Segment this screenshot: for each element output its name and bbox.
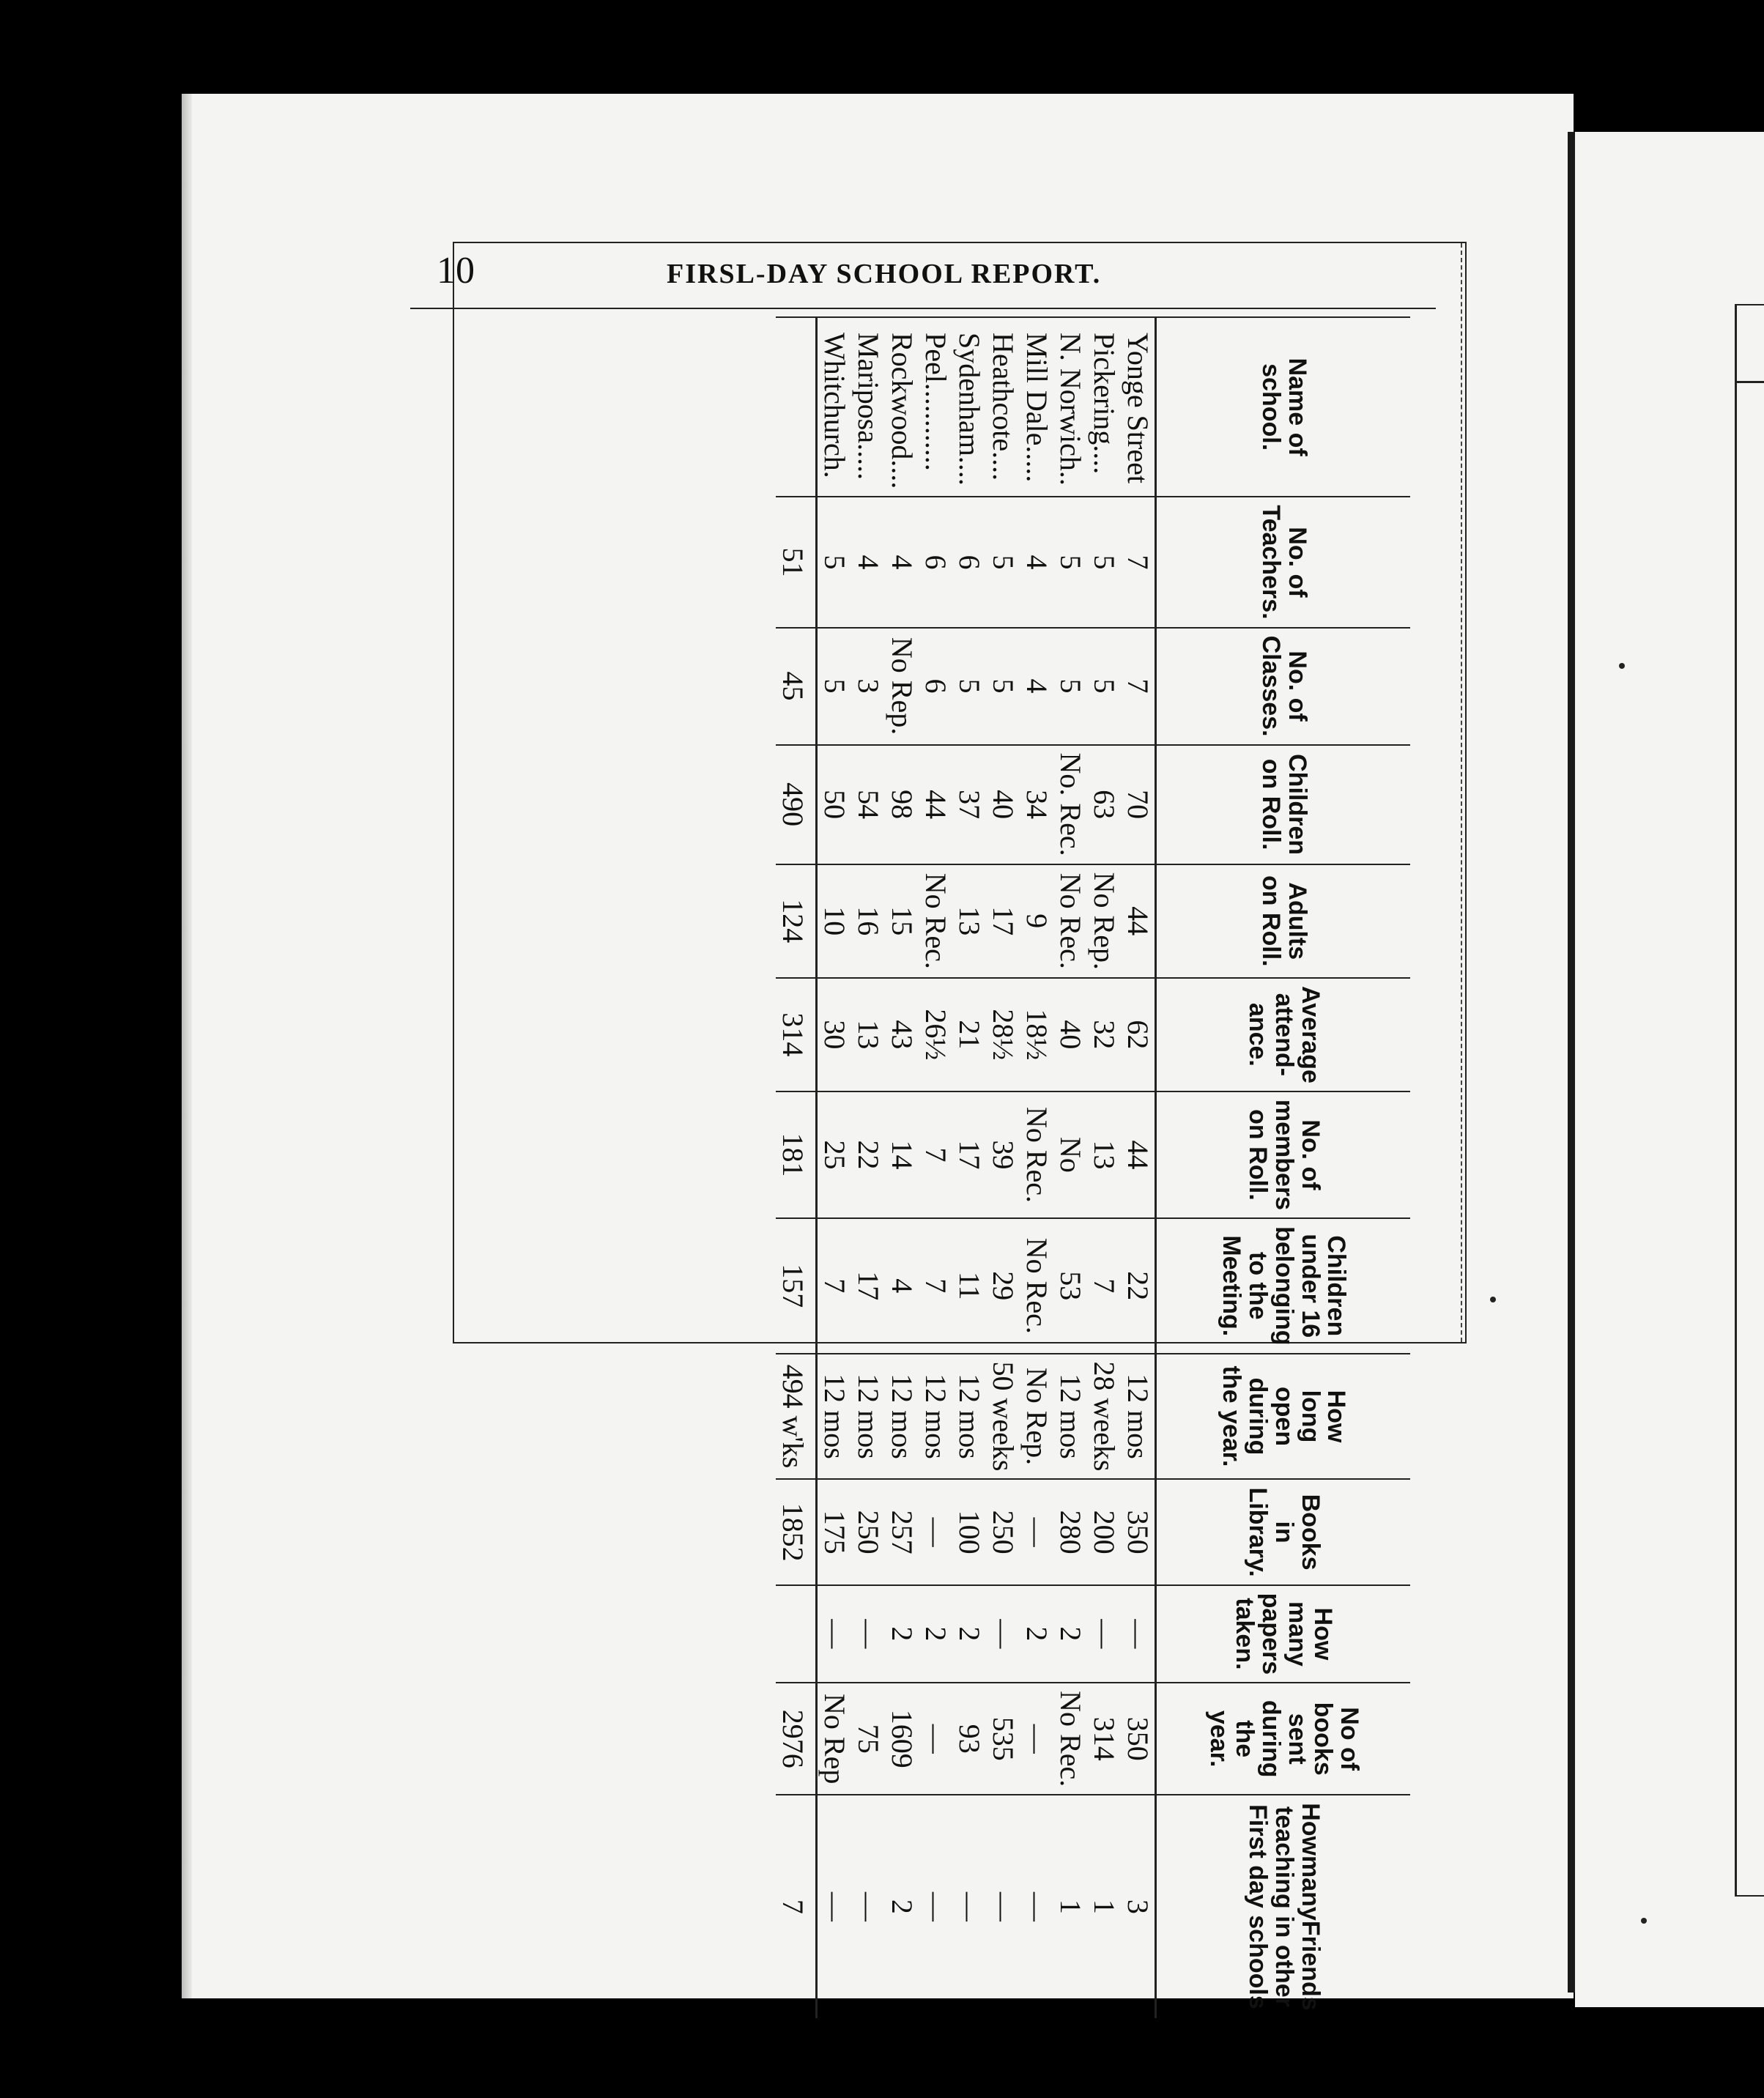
table-cell: 13 xyxy=(851,978,885,1091)
table-cell: No Rec. xyxy=(1053,1683,1087,1795)
table-row xyxy=(1087,317,1121,2018)
table-cell: 22 xyxy=(851,1091,885,1218)
table-cell: 2 xyxy=(1020,1585,1053,1683)
table-cell: 4 xyxy=(851,497,885,627)
table-cell: No Rec. xyxy=(1020,1091,1053,1218)
school-name-cell: Mill Dale..... xyxy=(1020,317,1053,497)
table-cell: 16 xyxy=(851,864,885,978)
table-cell: 34 xyxy=(1020,745,1053,864)
table-cell: 12 mos xyxy=(1053,1354,1087,1480)
table-cell: 5 xyxy=(986,628,1020,745)
school-name-cell: Heathcote.... xyxy=(986,317,1020,497)
table-cell: 12 mos xyxy=(919,1354,952,1480)
table-row xyxy=(1121,317,1156,2018)
running-header xyxy=(410,242,1436,309)
table-cell: No xyxy=(1053,1091,1087,1218)
table-cell: 53 xyxy=(1053,1218,1087,1353)
table-cell: 44 xyxy=(919,745,952,864)
table-cell: 100 xyxy=(952,1479,986,1584)
table-cell: 350 xyxy=(1121,1683,1156,1795)
total-cell: 45 xyxy=(776,628,817,745)
header-row xyxy=(1156,317,1411,2018)
table-cell: 28 weeks xyxy=(1087,1354,1121,1480)
table-cell: 18½ xyxy=(1020,978,1053,1091)
table-cell: 1609 xyxy=(885,1683,919,1795)
school-name-cell: Rockwood.... xyxy=(885,317,919,497)
table-cell: 10 xyxy=(817,864,852,978)
table-cell: 13 xyxy=(1087,1091,1121,1218)
school-name-cell: N. Norwich.. xyxy=(1053,317,1087,497)
table-cell: — xyxy=(1020,1795,1053,2017)
table-cell: — xyxy=(919,1795,952,2017)
table-cell: — xyxy=(1121,1585,1156,1683)
table-cell: 175 xyxy=(817,1479,852,1584)
facing-page-frame xyxy=(1735,304,1764,1897)
col-header: How long open during the year. xyxy=(1156,1354,1411,1480)
total-cell xyxy=(776,1585,817,1683)
table-cell: — xyxy=(919,1479,952,1584)
table-cell: 250 xyxy=(986,1479,1020,1584)
table-cell: 4 xyxy=(885,1218,919,1353)
table-cell: 11 xyxy=(952,1218,986,1353)
total-cell xyxy=(776,317,817,497)
total-cell: 157 xyxy=(776,1218,817,1353)
total-cell: 490 xyxy=(776,745,817,864)
table-cell: 17 xyxy=(952,1091,986,1218)
col-header: No of books sent during the year. xyxy=(1156,1683,1411,1795)
table-cell: 4 xyxy=(885,497,919,627)
page-edge xyxy=(182,94,192,1998)
table-cell: — xyxy=(1020,1479,1053,1584)
total-cell: 7 xyxy=(776,1795,817,2017)
col-header: No. of Teachers. xyxy=(1156,497,1411,627)
table-cell: No Rep. xyxy=(1020,1354,1053,1480)
table-cell: 4 xyxy=(1020,628,1053,745)
col-header: Children under 16 belonging to the Meeting. xyxy=(1156,1218,1411,1353)
scan-speck xyxy=(1490,1297,1496,1302)
table-cell: No Rep. xyxy=(1087,864,1121,978)
table-cell: 14 xyxy=(885,1091,919,1218)
table-cell: 29 xyxy=(986,1218,1020,1353)
table-cell: 200 xyxy=(1087,1479,1121,1584)
table-cell: 6 xyxy=(919,628,952,745)
col-header: Average attend-ance. xyxy=(1156,978,1411,1091)
table-cell: 98 xyxy=(885,745,919,864)
table-cell: 1 xyxy=(1053,1795,1087,2017)
school-name-cell: Pickering.... xyxy=(1087,317,1121,497)
col-header: Adults on Roll. xyxy=(1156,864,1411,978)
table-cell: 50 xyxy=(817,745,852,864)
table-cell: 40 xyxy=(986,745,1020,864)
table-cell: 5 xyxy=(817,497,852,627)
table-cell: — xyxy=(1087,1585,1121,1683)
table-cell: 50 weeks xyxy=(986,1354,1020,1480)
table-cell: 2 xyxy=(885,1795,919,2017)
table-cell: 43 xyxy=(885,978,919,1091)
table-row xyxy=(952,317,986,2018)
running-title: FIRSL-DAY SCHOOL REPORT. xyxy=(667,259,1102,289)
table-cell: 4 xyxy=(1020,497,1053,627)
col-header: No. of members on Roll. xyxy=(1156,1091,1411,1218)
total-cell: 2976 xyxy=(776,1683,817,1795)
table-cell: 12 mos xyxy=(885,1354,919,1480)
col-header: Name of school. xyxy=(1156,317,1411,497)
table-cell: 350 xyxy=(1121,1479,1156,1584)
scan-speck xyxy=(1641,1918,1647,1924)
table-cell: 1 xyxy=(1087,1795,1121,2017)
table-row xyxy=(1053,317,1087,2018)
table-cell: 93 xyxy=(952,1683,986,1795)
table-cell: No Rec. xyxy=(1020,1218,1053,1353)
table-cell: 12 mos xyxy=(1121,1354,1156,1480)
table-row xyxy=(986,317,1020,2018)
facing-page-rule xyxy=(1735,381,1764,383)
table-cell: 12 mos xyxy=(851,1354,885,1480)
table-cell: 2 xyxy=(1053,1585,1087,1683)
table-cell: 7 xyxy=(919,1091,952,1218)
table-cell: 62 xyxy=(1121,978,1156,1091)
table-cell: 44 xyxy=(1121,1091,1156,1218)
table-cell: 54 xyxy=(851,745,885,864)
table-row xyxy=(1020,317,1053,2018)
table-cell: 6 xyxy=(952,497,986,627)
total-cell: 494 w'ks xyxy=(776,1354,817,1480)
col-header: HowmanyFriends teaching in other First day schools xyxy=(1156,1795,1411,2017)
table-cell: 70 xyxy=(1121,745,1156,864)
table-cell: — xyxy=(817,1795,852,2017)
table-cell: 5 xyxy=(1087,497,1121,627)
table-cell: 2 xyxy=(919,1585,952,1683)
table-cell: 21 xyxy=(952,978,986,1091)
table-cell: 32 xyxy=(1087,978,1121,1091)
school-report-table xyxy=(776,316,1410,2018)
totals-row xyxy=(776,317,817,2018)
table-cell: 7 xyxy=(817,1218,852,1353)
col-header: No. of Classes. xyxy=(1156,628,1411,745)
table-cell: 40 xyxy=(1053,978,1087,1091)
table-cell: — xyxy=(986,1795,1020,2017)
table-cell: 5 xyxy=(952,628,986,745)
table-cell: No Rep xyxy=(817,1683,852,1795)
table-cell: 75 xyxy=(851,1683,885,1795)
table-cell: 37 xyxy=(952,745,986,864)
table-row xyxy=(851,317,885,2018)
table-cell: — xyxy=(1020,1683,1053,1795)
table-cell: 17 xyxy=(851,1218,885,1353)
table-cell: 5 xyxy=(1053,497,1087,627)
table-cell: 12 mos xyxy=(817,1354,852,1480)
table-cell: No Rec. xyxy=(919,864,952,978)
table-cell: 2 xyxy=(952,1585,986,1683)
school-name-cell: Sydenham.... xyxy=(952,317,986,497)
total-cell: 124 xyxy=(776,864,817,978)
school-name-cell: Peel............ xyxy=(919,317,952,497)
table-cell: 6 xyxy=(919,497,952,627)
col-header: Books in Library. xyxy=(1156,1479,1411,1584)
table-cell: 39 xyxy=(986,1091,1020,1218)
table-cell: 44 xyxy=(1121,864,1156,978)
table-cell: 9 xyxy=(1020,864,1053,978)
table-cell: 3 xyxy=(851,628,885,745)
table-cell: No Rec. xyxy=(1053,864,1087,978)
table-cell: 15 xyxy=(885,864,919,978)
school-name-cell: Mariposa..... xyxy=(851,317,885,497)
total-cell: 181 xyxy=(776,1091,817,1218)
scan-speck xyxy=(1619,663,1625,669)
table-cell: No Rep. xyxy=(885,628,919,745)
table-cell: — xyxy=(919,1683,952,1795)
table-cell: 13 xyxy=(952,864,986,978)
table-cell: 7 xyxy=(1121,497,1156,627)
total-cell: 1852 xyxy=(776,1479,817,1584)
total-cell: 51 xyxy=(776,497,817,627)
table-cell: 280 xyxy=(1053,1479,1087,1584)
table-row xyxy=(817,317,852,2018)
table-cell: — xyxy=(952,1795,986,2017)
table-cell: — xyxy=(986,1585,1020,1683)
table-cell: 535 xyxy=(986,1683,1020,1795)
table-cell: 5 xyxy=(1053,628,1087,745)
col-header: Children on Roll. xyxy=(1156,745,1411,864)
total-cell: 314 xyxy=(776,978,817,1091)
table-cell: 3 xyxy=(1121,1795,1156,2017)
table-cell: 63 xyxy=(1087,745,1121,864)
school-name-cell: Whitchurch. xyxy=(817,317,852,497)
table-cell: — xyxy=(817,1585,852,1683)
table-cell: No. Rec. xyxy=(1053,745,1087,864)
table-cell: 314 xyxy=(1087,1683,1121,1795)
table-cell: 22 xyxy=(1121,1218,1156,1353)
table-cell: 7 xyxy=(1087,1218,1121,1353)
page-number: 10 xyxy=(437,250,475,292)
table-cell: 257 xyxy=(885,1479,919,1584)
table-cell: 7 xyxy=(1121,628,1156,745)
school-name-cell: Yonge Street xyxy=(1121,317,1156,497)
table-row xyxy=(885,317,919,2018)
table-cell: 26½ xyxy=(919,978,952,1091)
table-cell: — xyxy=(851,1585,885,1683)
table-cell: 5 xyxy=(1087,628,1121,745)
table-cell: 28½ xyxy=(986,978,1020,1091)
table-cell: 17 xyxy=(986,864,1020,978)
col-header: How many papers taken. xyxy=(1156,1585,1411,1683)
table-row xyxy=(919,317,952,2018)
table-cell: 2 xyxy=(885,1585,919,1683)
table-cell: 12 mos xyxy=(952,1354,986,1480)
table-cell: 5 xyxy=(986,497,1020,627)
table-cell: 5 xyxy=(817,628,852,745)
printed-page xyxy=(453,242,1467,2011)
table-cell: — xyxy=(851,1795,885,2017)
table-cell: 250 xyxy=(851,1479,885,1584)
book-gutter xyxy=(1568,132,1575,1993)
table-cell: 30 xyxy=(817,978,852,1091)
table-cell: 7 xyxy=(919,1218,952,1353)
table-cell: 25 xyxy=(817,1091,852,1218)
